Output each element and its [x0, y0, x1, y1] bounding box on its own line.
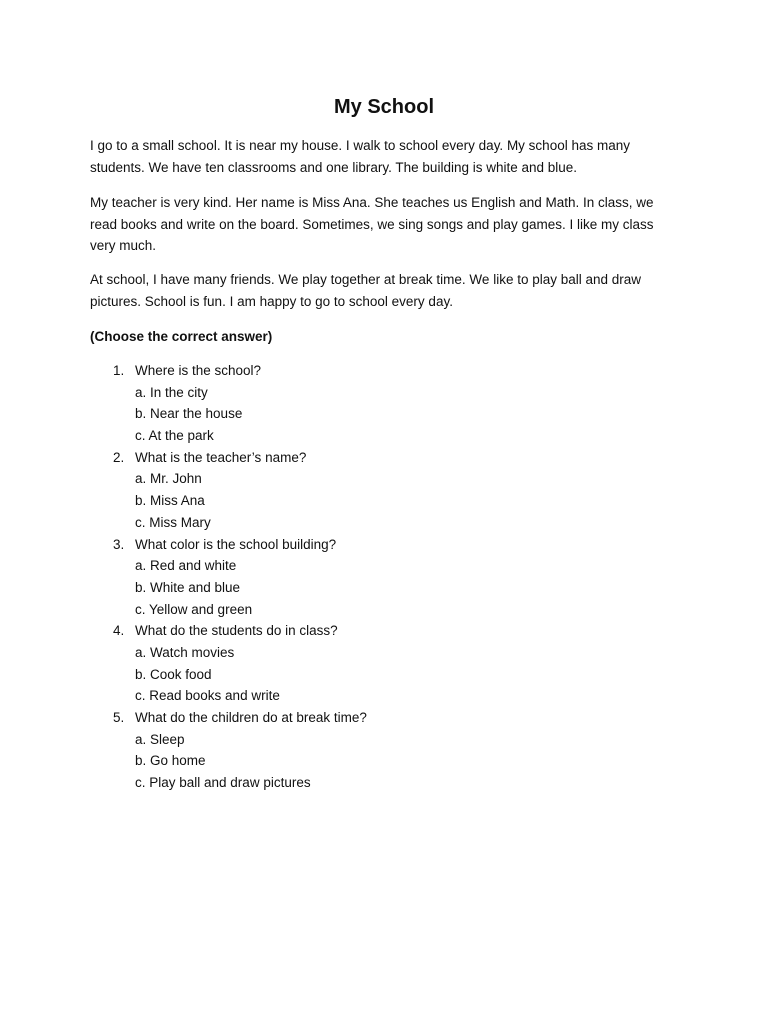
question-list — [90, 360, 675, 794]
question-row — [90, 620, 675, 642]
question-item — [90, 534, 675, 621]
question-text: What is the teacher’s name? — [135, 449, 307, 465]
question-row — [90, 534, 675, 556]
answer-option: c. Play ball and draw pictures — [135, 775, 311, 791]
question-text: What do the students do in class? — [135, 623, 338, 639]
question-item — [90, 360, 675, 447]
question-number: 1. — [113, 363, 125, 378]
question-text: What do the children do at break time? — [135, 710, 367, 725]
question-item — [90, 620, 675, 707]
answer-option: b. Cook food — [135, 666, 212, 682]
answer-option: a. Watch movies — [135, 644, 235, 660]
answer-option: c. Read books and write — [135, 688, 280, 704]
question-number: 4. — [113, 623, 125, 639]
answer-option: b. Go home — [135, 753, 206, 769]
question-row — [90, 447, 675, 469]
answer-option: a. Mr. John — [135, 471, 202, 487]
question-row — [90, 360, 675, 382]
answer-option: c. At the park — [135, 428, 214, 444]
question-number: 3. — [113, 536, 125, 552]
paragraph-2: My teacher is very kind. Her name is Miss Ana. She teaches us English and Math. In class, we read books and write on the board. Sometimes, we sing songs and play games. I like my class very much. — [90, 195, 654, 254]
instruction-heading: (Choose the correct answer) — [90, 329, 273, 344]
question-text: Where is the school? — [135, 363, 262, 378]
answer-option: a. Sleep — [135, 731, 185, 747]
question-text: What color is the school building? — [135, 536, 337, 552]
answer-option: b. White and blue — [135, 579, 241, 595]
question-item — [90, 707, 675, 794]
answer-option: b. Miss Ana — [135, 493, 205, 509]
paragraph-1: I go to a small school. It is near my house. I walk to school every day. My school has many students. We have ten classrooms and one library. The building is white and blue. — [90, 138, 630, 175]
question-number: 2. — [113, 449, 125, 465]
paragraph-3: At school, I have many friends. We play together at break time. We like to play ball and draw pictures. School is fun. I am happy to go to school every day. — [90, 272, 642, 309]
answer-option: c. Miss Mary — [135, 514, 211, 530]
answer-option: c. Yellow and green — [135, 601, 253, 617]
answer-option: a. In the city — [135, 384, 208, 400]
answer-option: b. Near the house — [135, 406, 243, 422]
question-row — [90, 707, 675, 729]
page-title: My School — [333, 96, 434, 118]
question-number: 5. — [113, 710, 125, 725]
answer-option: a. Red and white — [135, 558, 237, 574]
question-item — [90, 447, 675, 534]
